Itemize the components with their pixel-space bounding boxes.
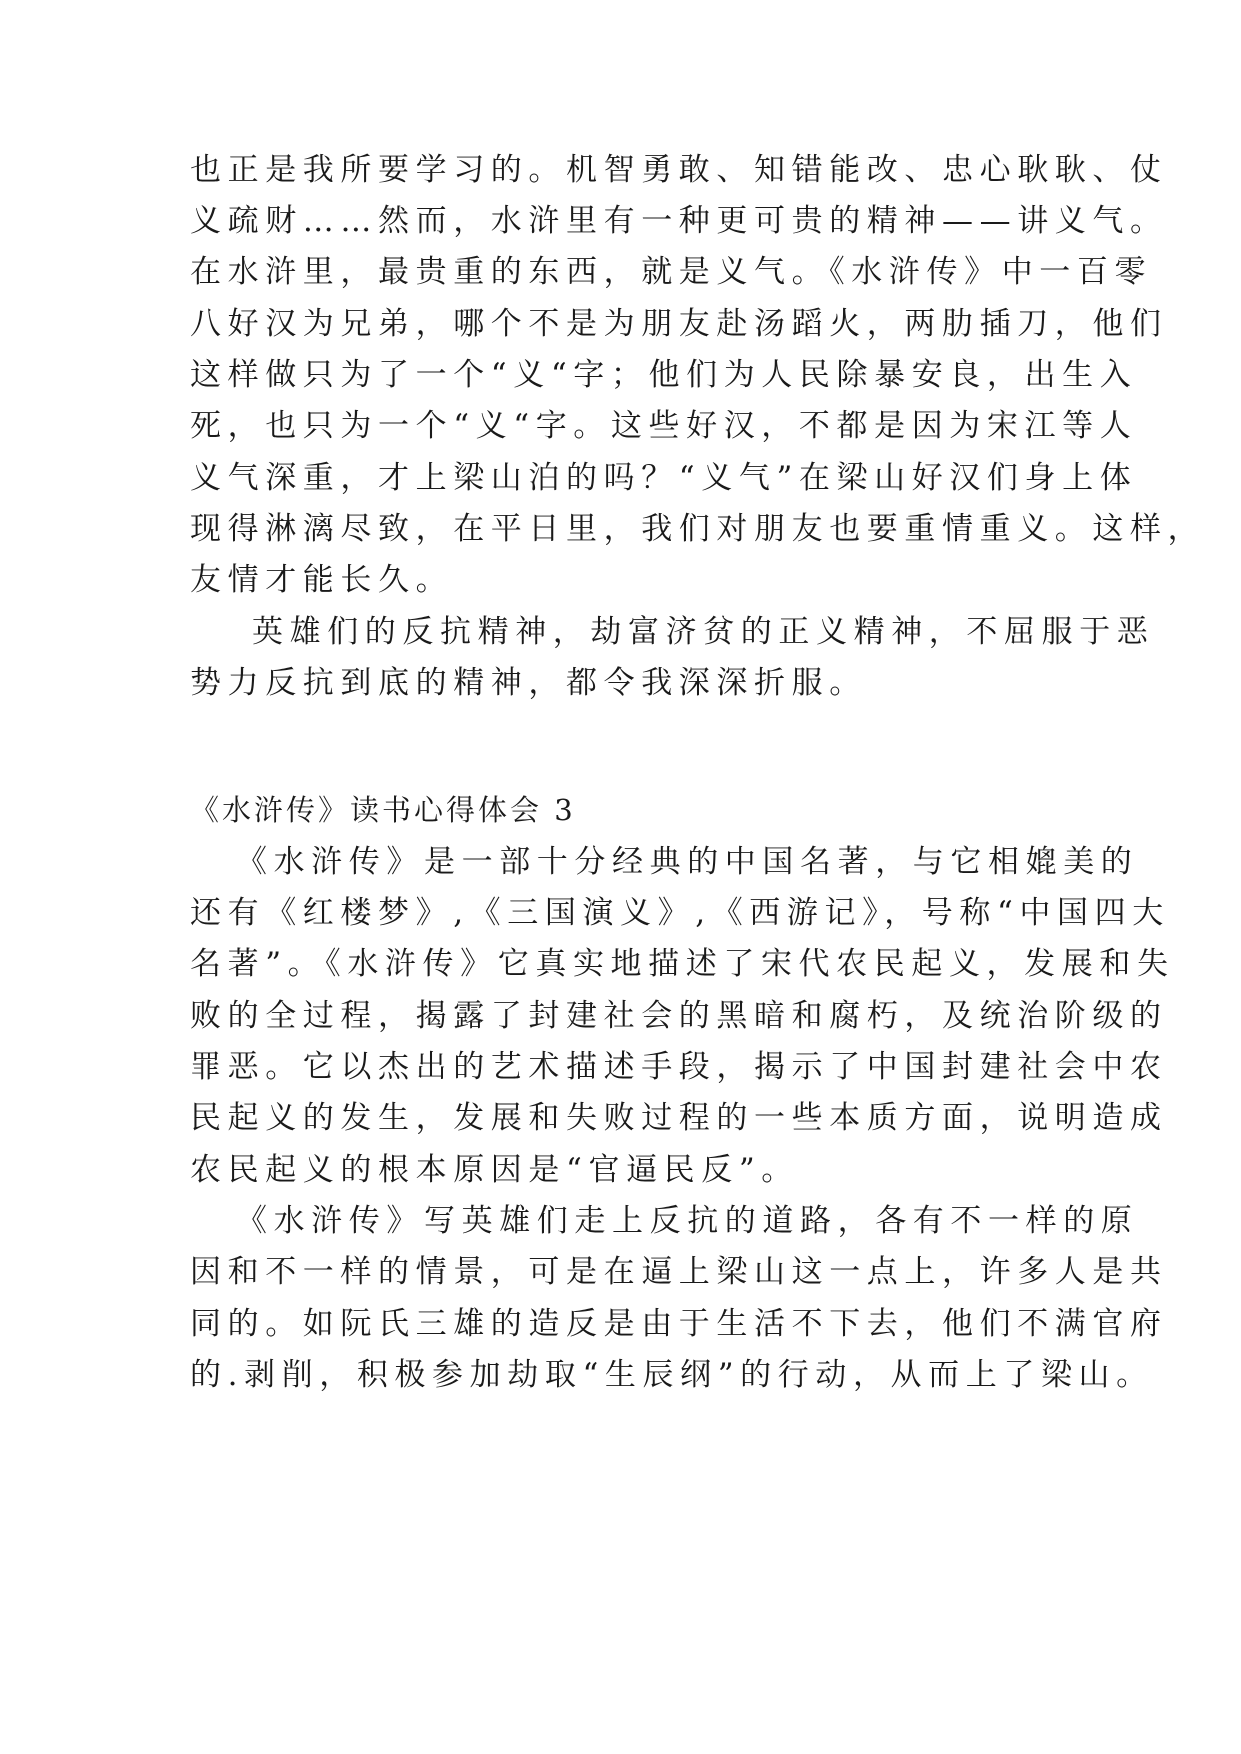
text-line: 的.剥削，积极参加劫取“生辰纲”的行动，从而上了梁山。 [190, 1357, 1154, 1393]
text-line: 也正是我所要学习的。机智勇敢、知错能改、忠心耿耿、仗 [190, 152, 1168, 188]
text-line: 《水浒传》写英雄们走上反抗的道路，各有不一样的原 [236, 1203, 1139, 1239]
text-line: 民起义的发生，发展和失败过程的一些本质方面，说明造成 [190, 1100, 1168, 1136]
text-line: 同的。如阮氏三雄的造反是由于生活不下去，他们不满官府 [190, 1306, 1168, 1342]
text-line: 名著”。《水浒传》它真实地描述了宋代农民起义，发展和失 [190, 946, 1175, 982]
text-line: 势力反抗到底的精神，都令我深深折服。 [190, 665, 867, 701]
text-line: 《水浒传》是一部十分经典的中国名著，与它相媲美的 [236, 844, 1139, 880]
text-line: 英雄们的反抗精神，劫富济贫的正义精神，不屈服于恶 [252, 614, 1155, 650]
text-line: 义疏财……然而，水浒里有一种更可贵的精神——讲义气。 [190, 203, 1168, 239]
text-line: 这样做只为了一个“义“字；他们为人民除暴安良，出生入 [190, 357, 1138, 393]
section-heading: 《水浒传》读书心得体会 3 [190, 793, 576, 827]
text-line: 义气深重，才上梁山泊的吗？“义气”在梁山好汉们身上体 [190, 460, 1138, 496]
text-line: 现得淋漓尽致，在平日里，我们对朋友也要重情重义。这样， [190, 511, 1206, 547]
text-line: 败的全过程，揭露了封建社会的黑暗和腐朽，及统治阶级的 [190, 998, 1168, 1034]
text-line: 在水浒里，最贵重的东西，就是义气。《水浒传》中一百零 [190, 254, 1153, 290]
text-line: 友情才能长久。 [190, 562, 454, 598]
text-line: 死，也只为一个“义“字。这些好汉，不都是因为宋江等人 [190, 408, 1138, 444]
text-line: 八好汉为兄弟，哪个不是为朋友赴汤蹈火，两肋插刀，他们 [190, 306, 1168, 342]
text-line: 农民起义的根本原因是“官逼民反”。 [190, 1152, 799, 1188]
text-line: 罪恶。它以杰出的艺术描述手段，揭示了中国封建社会中农 [190, 1049, 1168, 1085]
text-line: 因和不一样的情景，可是在逼上梁山这一点上，许多人是共 [190, 1254, 1168, 1290]
text-line: 还有《红楼梦》,《三国演义》,《西游记》，号称“中国四大 [190, 895, 1170, 931]
